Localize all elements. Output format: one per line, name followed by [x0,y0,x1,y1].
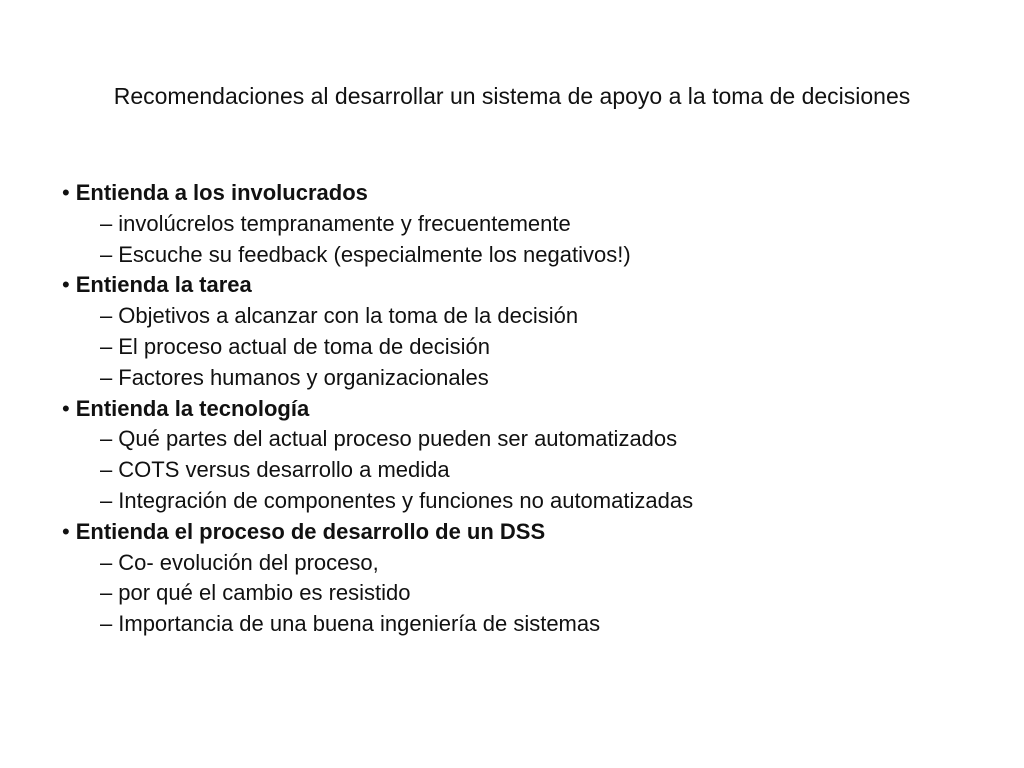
section-item [62,240,982,271]
section-item [62,301,982,332]
section-item-text: Co- evolución del proceso, [118,549,379,575]
dash-marker: – [100,487,113,513]
section-item [62,363,982,394]
dash-marker: – [100,303,113,329]
section-item [62,578,982,609]
dash-marker: – [100,333,113,359]
bullet-marker: • [62,395,70,421]
section-item-text: Factores humanos y organizacionales [118,364,489,390]
bullet-marker: • [62,180,70,205]
dash-marker: – [100,611,113,637]
section-item-text: Qué partes del actual proceso pueden ser automatizados [118,426,678,452]
dash-marker: – [100,580,113,606]
section-item-text: Integración de componentes y funciones no automatizadas [118,487,694,513]
section-item-text: involúcrelos tempranamente y frecuentemente [118,210,571,236]
section-item [62,486,982,517]
dash-marker: – [100,457,113,483]
section-item-text: Importancia de una buena ingeniería de sistemas [118,611,601,637]
section-heading [62,517,982,548]
slide-title: Recomendaciones al desarrollar un sistema de apoyo a la toma de decisiones [113,83,911,109]
section-heading [62,394,982,425]
section-heading [62,178,982,209]
section-item-text: por qué el cambio es resistido [118,580,411,606]
dash-marker: – [100,549,113,575]
section-heading-text: Entienda la tarea [75,272,252,298]
section-heading-text: Entienda a los involucrados [75,180,368,205]
section-item [62,209,982,240]
section-heading-text: Entienda la tecnología [75,395,310,421]
section-item-text: Escuche su feedback (especialmente los negativos!) [118,241,631,267]
section-item [62,548,982,579]
bullet-marker: • [62,518,70,544]
section-item-text: Objetivos a alcanzar con la toma de la decisión [118,303,579,329]
dash-marker: – [100,364,113,390]
dash-marker: – [100,241,113,267]
slide-content [62,178,982,640]
section-heading-text: Entienda el proceso de desarrollo de un DSS [75,518,546,544]
dash-marker: – [100,210,113,236]
section-heading [62,270,982,301]
dash-marker: – [100,426,113,452]
section-item [62,455,982,486]
section-item [62,424,982,455]
section-item [62,332,982,363]
section-item-text: El proceso actual de toma de decisión [118,333,491,359]
bullet-marker: • [62,272,70,298]
section-item [62,609,982,640]
section-item-text: COTS versus desarrollo a medida [118,457,450,483]
